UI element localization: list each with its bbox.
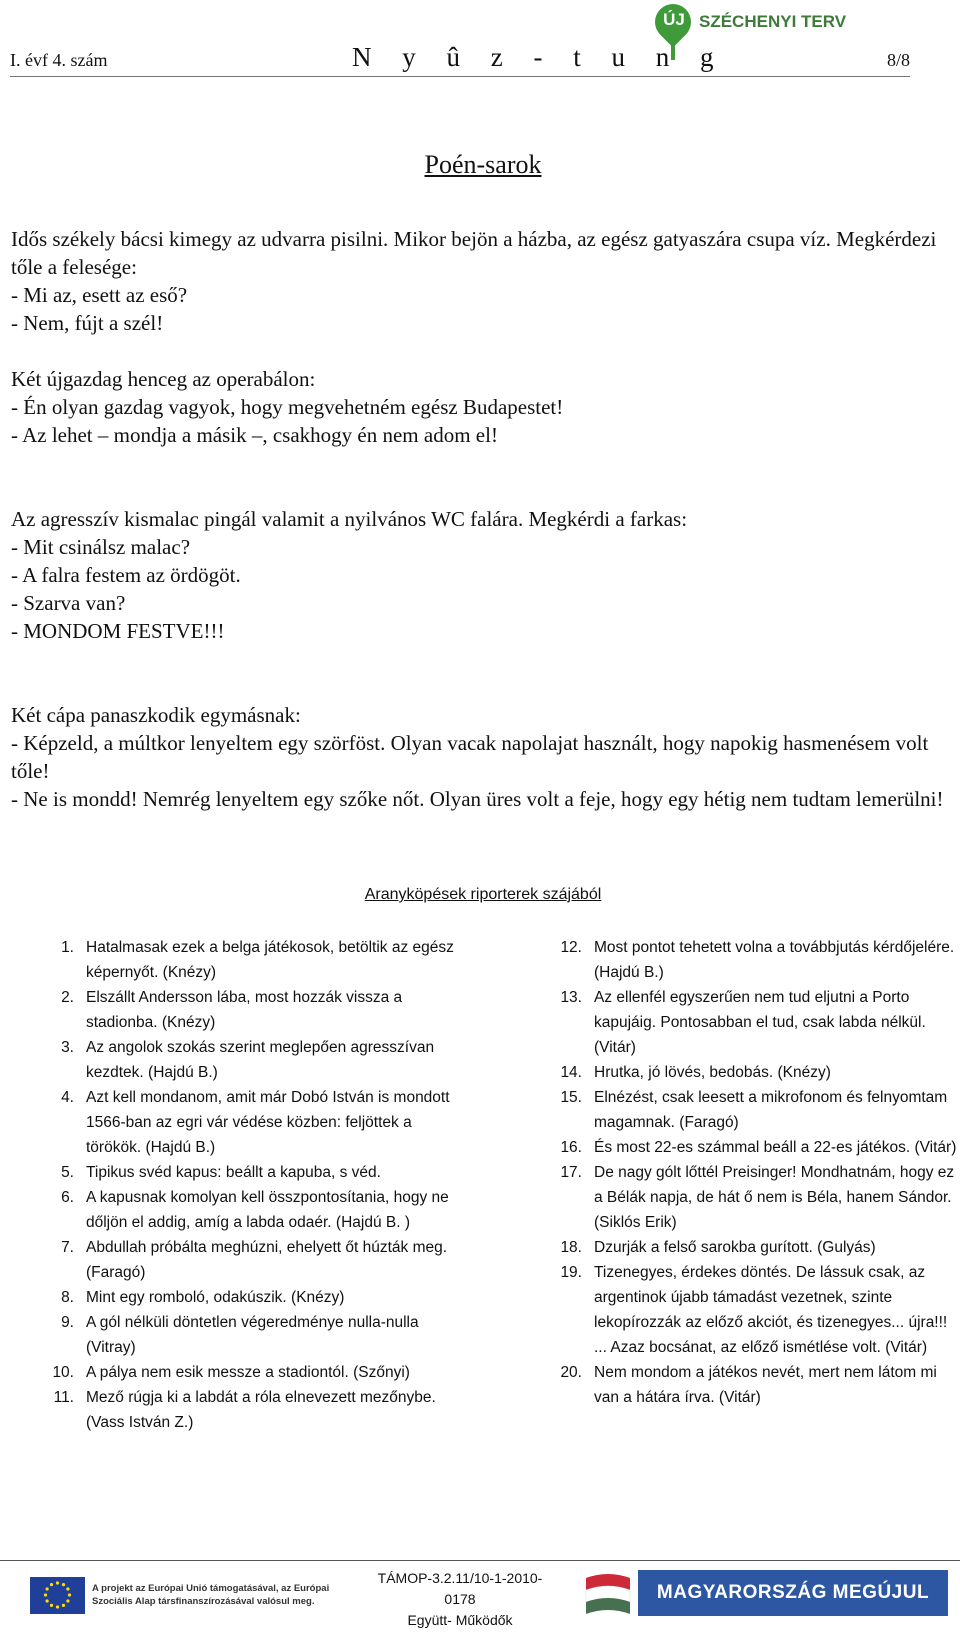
list-item: 16. És most 22-es számmal beáll a 22-es játékos. (Vitár) <box>560 1139 957 1156</box>
joke-line: - Én olyan gazdag vagyok, hogy megvehetném egész Budapestet! <box>11 395 564 419</box>
list-item: 5. Tipikus svéd kapus: beállt a kapuba, s véd. <box>61 1164 381 1181</box>
hungarian-flag-icon <box>582 1568 634 1620</box>
quotes-list-right <box>552 935 960 1410</box>
footer-divider <box>0 1560 960 1561</box>
joke-line: - MONDOM FESTVE!!! <box>11 619 225 643</box>
issue-number: I. évf 4. szám <box>10 50 108 70</box>
list-item: 7. Abdullah próbálta meghúzni, ehelyett őt húzták meg. (Faragó) <box>61 1239 448 1281</box>
eu-flag-icon <box>30 1577 85 1614</box>
joke-line: - Ne is mondd! Nemrég lenyeltem egy szőke nőt. Olyan üres volt a feje, hogy egy hétig nem tudtam lemerülni! <box>11 787 944 811</box>
newspaper-title: N y û z - t u n g <box>352 42 726 72</box>
joke-line: Az agresszív kismalac pingál valamit a nyilvános WC falára. Megkérdi a farkas: <box>11 507 688 531</box>
joke-line: Két újgazdag henceg az operabálon: <box>11 367 316 391</box>
list-item: 9. A gól nélküli döntetlen végeredménye nulla-nulla (Vitray) <box>61 1314 419 1356</box>
joke <box>11 365 946 449</box>
list-item: 6. A kapusnak komolyan kell összpontosítania, hogy ne dőljön el addig, amíg a labda odaér. (Hajdú B. ) <box>61 1189 449 1231</box>
page-number: 8/8 <box>886 50 910 70</box>
list-item: 1. Hatalmasak ezek a belga játékosok, betöltik az egész képernyőt. (Knézy) <box>61 939 454 981</box>
joke-line: Két cápa panaszkodik egymásnak: <box>11 703 301 727</box>
logo-pin-letter: ÚJ <box>663 10 685 29</box>
quotes-title: Aranyköpések riporterek szájából <box>364 886 602 903</box>
list-item: 4. Azt kell mondanom, amit már Dobó István is mondott 1566-ban az egri vár védése közben: feljöttek a törökök. (Hajdú B.) <box>61 1089 450 1156</box>
badge-text: MAGYARORSZÁG MEGÚJUL <box>638 1570 948 1616</box>
eu-funding-note: A projekt az Európai Unió támogatásával, az Európai Szociális Alap társfinanszírozásával valósul meg. <box>92 1583 330 1607</box>
list-item: 19. Tizenegyes, érdekes döntés. De lássuk csak, az argentinok újabb támadást vezetnek, szinte lekopírozzák az előző akciót, és tizenegyes... újra!!! ... Azaz bocsánat, az előző ismétlése volt. (Vitár) <box>560 1264 948 1356</box>
joke-line: Idős székely bácsi kimegy az udvarra pisilni. Mikor bejön a házba, az egész gatyaszára csupa víz. Megkérdezi tőle a felesége: <box>11 227 937 279</box>
list-item: 20. Nem mondom a játékos nevét, mert nem látom mi van a hátára írva. (Vitár) <box>560 1364 937 1406</box>
list-item: 2. Elszállt Andersson lába, most hozzák vissza a stadionba. (Knézy) <box>61 989 403 1031</box>
joke <box>11 225 946 337</box>
magyarorszag-megujul-badge <box>582 1566 952 1624</box>
list-item: 14. Hrutka, jó lövés, bedobás. (Knézy) <box>560 1064 831 1081</box>
list-item: 15. Elnézést, csak leesett a mikrofonom és felnyomtam magamnak. (Faragó) <box>560 1089 948 1131</box>
list-item: 18. Dzurják a felső sarokba gurított. (Gulyás) <box>560 1239 876 1256</box>
page-header <box>10 40 910 77</box>
list-item: 13. Az ellenfél egyszerűen nem tud eljutni a Porto kapujáig. Pontosabban el tud, csak labda nélkül. (Vitár) <box>560 989 926 1056</box>
joke-line: - Mi az, esett az eső? <box>11 283 188 307</box>
list-item: 12. Most pontot tehetett volna a továbbjutás kérdőjelére. (Hajdú B.) <box>560 939 955 981</box>
joke-line: - A falra festem az ördögöt. <box>11 563 241 587</box>
joke-line: - Mit csinálsz malac? <box>11 535 191 559</box>
section-title: Poén-sarok <box>424 150 542 179</box>
logo-text: SZÉCHENYI TERV <box>699 12 847 31</box>
list-item: 3. Az angolok szokás szerint meglepően agresszívan kezdtek. (Hajdú B.) <box>61 1039 435 1081</box>
joke <box>11 505 946 645</box>
list-item: 17. De nagy gólt lőttél Preisinger! Mondhatnám, hogy ez a Bélák napja, de hát ő nem is Béla, hanem Sándor. (Siklós Erik) <box>560 1164 955 1231</box>
joke-line: - Az lehet – mondja a másik –, csakhogy én nem adom el! <box>11 423 498 447</box>
jokes-list <box>11 225 946 813</box>
list-item: 10. A pálya nem esik messze a stadiontól. (Szőnyi) <box>52 1364 410 1381</box>
joke-line: - Nem, fújt a szél! <box>11 311 164 335</box>
joke <box>11 701 946 813</box>
project-code: TÁMOP-3.2.11/10-1-2010- 0178 Együtt- Működők <box>377 1570 543 1628</box>
joke-line: - Képzeld, a múltkor lenyeltem egy szörföst. Olyan vacak napolajat használt, hogy napokig hasmenésem volt tőle! <box>11 731 929 783</box>
joke-line: - Szarva van? <box>11 591 126 615</box>
list-item: 8. Mint egy romboló, odakúszik. (Knézy) <box>61 1289 345 1306</box>
list-item: 11. Mező rúgja ki a labdát a róla elnevezett mezőnybe. (Vass István Z.) <box>53 1389 436 1431</box>
quotes-list-left <box>44 935 454 1435</box>
